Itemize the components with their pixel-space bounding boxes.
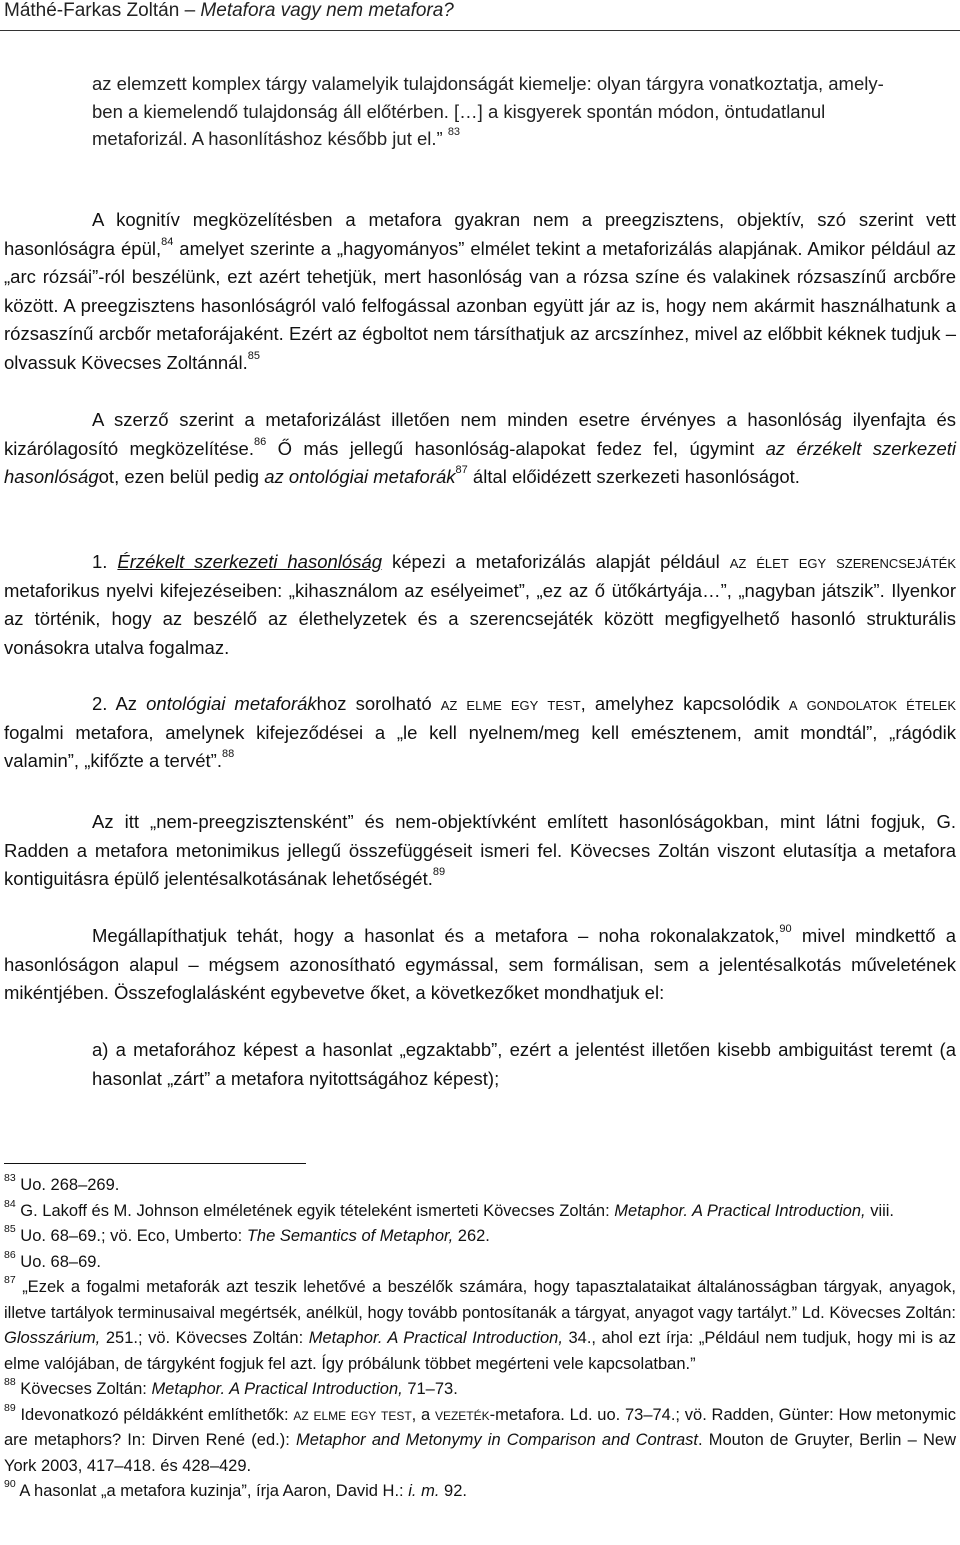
footnotes — [4, 1173, 956, 1505]
footnote: $^{90}$ A hasonlat „a metafora kuzinja”, írja Aaron, David H.: i. m. 92. — [4, 1478, 467, 1500]
footnote-ref: 85 — [247, 349, 260, 362]
body-text — [4, 690, 956, 776]
footnote-ref: 84 — [161, 235, 174, 248]
paragraph: Az itt „nem-preegzisztensként” és nem-objektívként említett hasonlóságokban, mint látni fogjuk, G. Radden a metafora metonimikus jellegű összefüggéseit ismeri fel. Kövecses Zoltán viszont elutasítja a metafora kontiguitásra épülő jelentésalkotásának lehetőségét.$^{89}$ — [4, 811, 956, 889]
footnote-ref: 86 — [253, 435, 267, 448]
quote-line: metaforizál. A hasonlításhoz később jut el.” $^{83}$ — [92, 126, 461, 149]
block-quote — [92, 70, 954, 153]
footnote: $^{86}$ Uo. 68–69. — [4, 1248, 102, 1271]
footnote-ref: 89 — [432, 866, 446, 878]
running-header — [4, 0, 454, 22]
header-rule — [0, 30, 960, 31]
body-text — [4, 406, 956, 492]
header-title: Metafora vagy nem metafora? — [200, 0, 454, 21]
list-item: a) a metaforához képest a hasonlat „egzaktabb”, ezért a jelentést illetően kisebb ambiguitást teremt (a hasonlat „zárt” a metafora nyitottságához képest); — [92, 1039, 956, 1089]
footnote-ref: 88 — [221, 748, 235, 760]
footnote: $^{88}$ Kövecses Zoltán: Metaphor. A Practical Introduction, 71–73. — [4, 1376, 458, 1398]
footnote-ref: 87 — [455, 464, 468, 476]
body-text — [4, 808, 956, 894]
paragraph: Megállapíthatjuk tehát, hogy a hasonlat és a metafora – noha rokonalakzatok,$^{90}$ mivel mindkettő a hasonlóságon alapul – mégsem azonosítható egymással, sem formálisan, sem a jelentésalkotás műveletének mikéntjében. Összefoglalásként egybevetve őket, a következőket mondhatjuk el: — [4, 923, 957, 1003]
body-text — [4, 548, 956, 662]
footnote-ref: 83 — [447, 126, 461, 138]
quote-line: az elemzett komplex tárgy valamelyik tulajdonságát kiemelje: olyan tárgyra vonatkoztatja, amely- — [92, 73, 884, 94]
footnote: $^{89}$ Idevonatkozó példákként említhetők: az elme egy test, a vezeték-metafora. Ld. uo. 73–74.; vö. Radden, Günter: How metonymic are metaphors? In: Dirven René (ed.): Metaphor and Metonymy in Comparison and Contrast. Mouton de Gruyter, Berlin – New York 2003, 417–418. és 428–429. — [4, 1401, 957, 1475]
paragraph: A kognitív megközelítésben a metafora gyakran nem a preegzisztens, objektív, szó szerint vett hasonlóságra épül,$^{84}$ amelyet szerinte a „hagyományos” elmélet tekint a metaforizálás alapjának. Amikor például az „arc rózsái”-ról beszélünk, ezt azért tehetjük, mert hasonlóság van a rózsa színe és valakinek rózsaszínű arcbőre között. A preegzisztens hasonlóságról való felfogással azonban együtt jár az is, hogy nem akármit használhatunk a rózsaszínű arcbőr metaforájaként. Ezért az égboltot nem társíthatjuk az arcszínhez, mivel az előbbit kéknek tudjuk – olvassuk Kövecses Zoltánnál.$^{85}$ — [4, 209, 956, 373]
paragraph: A szerző szerint a metaforizálást illetően nem minden esetre érvényes a hasonlóság ilyenfajta és kizárólagosító megközelítése.$^{86}$ Ő más jellegű hasonlóság-alapokat fedez fel, úgymint az érzékelt szerkezeti hasonlóságot, ezen belül pedig az ontológiai metaforák$^{87}$ által előidézett szerkezeti hasonlóságot. — [4, 409, 956, 487]
paragraph: 1. Érzékelt szerkezeti hasonlóság képezi a metaforizálás alapját például az élet egy szerencsejáték metaforikus nyelvi kifejezéseiben: „kihasználom az esélyeimet”, „ez az ő ütőkártyája…”, „nagyban játszik”. Ilyenkor az történik, hogy az beszélő az élethelyzetek és a szerencsejáték között megfigyelhető hasonló strukturális vonásokra utalva fogalmaz. — [4, 551, 957, 658]
footnote-ref: 90 — [779, 923, 792, 935]
body-text — [4, 922, 956, 1008]
footnote: $^{84}$ G. Lakoff és M. Johnson elméletének egyik tételeként ismerteti Kövecses Zoltán: Metaphor. A Practical Introduction, viii. — [4, 1197, 895, 1220]
footnote: $^{83}$ Uo. 268–269. — [4, 1172, 120, 1194]
footnote: $^{87}$ „Ezek a fogalmi metaforák azt teszik lehetővé a beszélők számára, hogy tapasztalataikat általánosságban tárgyak, anyagok, illetve tartályok terminusaival megértsék, anélkül, hogy tovább pontosítanák a tárgyat, anyagot vagy tartályt.” Ld. Kövecses Zoltán: Glosszárium, 251.; vö. Kövecses Zoltán: Metaphor. A Practical Introduction, 34., ahol ezt írja: „Például nem tudjuk, hogy mi is az elme valójában, de tárgyként fogjuk fel azt. Így próbálunk többet megérteni vele kapcsolatban.” — [4, 1274, 957, 1373]
footnote: $^{85}$ Uo. 68–69.; vö. Eco, Umberto: The Semantics of Metaphor, 262. — [4, 1223, 490, 1245]
body-text — [4, 206, 956, 377]
paragraph: 2. Az ontológiai metaforákhoz sorolható az elme egy test, amelyhez kapcsolódik a gondolatok ételek fogalmi metafora, amelynek kifejeződései a „le kell nyelnem/meg kell emésztenem, amit mondtál”, „rágódik valamin”, „kifőzte a tervét”.$^{88}$ — [4, 693, 957, 771]
quote-line: ben a kiemelendő tulajdonság áll előtérben. […] a kisgyerek spontán módon, öntudatlanul — [92, 100, 826, 122]
footnote-rule — [4, 1163, 306, 1164]
header-author: Máthé-Farkas Zoltán – — [4, 0, 196, 21]
